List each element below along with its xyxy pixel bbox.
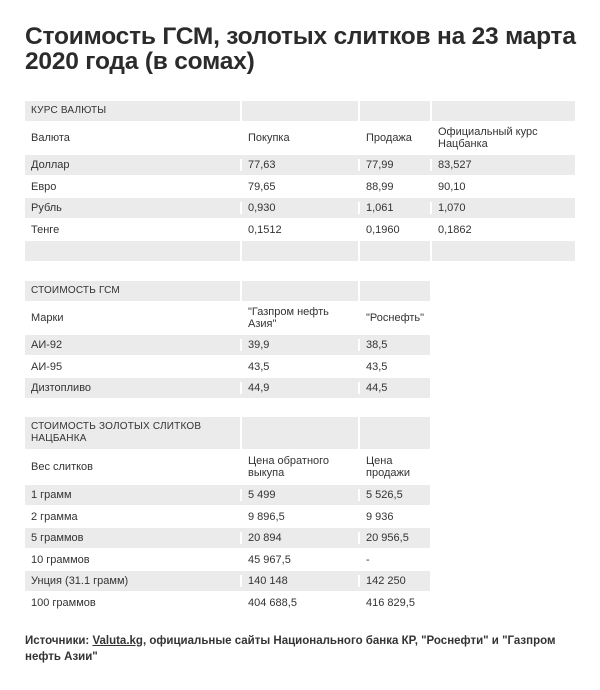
table-row: [25, 334, 430, 355]
table-cell: Дизтопливо: [31, 382, 92, 394]
column-header: Цена обратного выкупа: [240, 455, 358, 479]
table-row: [25, 548, 430, 570]
column-header: Продажа: [358, 132, 430, 144]
table-cell: 90,10: [430, 181, 575, 193]
table-row: [25, 218, 575, 240]
table-cell: 9 896,5: [240, 511, 358, 523]
table-cell: 20 956,5: [358, 532, 430, 544]
section-label: СТОИМОСТЬ ГСМ: [31, 285, 120, 296]
table-cell: 83,527: [430, 159, 575, 171]
table-row: [25, 154, 575, 175]
fuel-header-row: [25, 301, 575, 334]
table-cell: 45 967,5: [240, 554, 358, 566]
column-header: Официальный курс Нацбанка: [430, 126, 575, 150]
table-cell: 38,5: [358, 339, 430, 351]
table-row: [25, 527, 430, 548]
table-row-empty: [25, 240, 575, 261]
table-cell: 5 граммов: [31, 532, 84, 544]
table-cell: 142 250: [358, 575, 430, 587]
source-link[interactable]: Valuta.kg: [92, 635, 143, 647]
sources-note: [25, 633, 570, 665]
column-header: Марки: [31, 312, 64, 324]
column-header: "Газпром нефть Азия": [240, 306, 358, 330]
fuel-section-header: [25, 280, 575, 301]
gold-section-header: [25, 416, 430, 449]
table-row: [25, 355, 430, 377]
table-cell: 43,5: [240, 361, 358, 373]
sources-prefix: Источники:: [25, 635, 93, 647]
table-cell: 100 граммов: [31, 596, 96, 609]
table-cell: 43,5: [358, 361, 430, 373]
table-row: [25, 591, 430, 613]
gold-table: [25, 416, 575, 613]
column-header: Валюта: [31, 132, 70, 144]
table-cell: 77,99: [358, 159, 430, 171]
currency-section-header: [25, 100, 575, 121]
column-header: Вес слитков: [31, 461, 94, 473]
gold-header-row: [25, 449, 430, 484]
table-cell: 0,1512: [240, 224, 358, 236]
table-cell: 20 894: [240, 532, 358, 544]
table-row: [25, 377, 430, 398]
table-cell: Евро: [31, 180, 57, 193]
table-row: [25, 175, 575, 197]
table-cell: 39,9: [240, 339, 358, 351]
currency-table: [25, 100, 575, 261]
table-cell: 9 936: [358, 511, 430, 523]
column-header: Покупка: [240, 132, 358, 144]
table-cell: 79,65: [240, 181, 358, 193]
table-cell: 88,99: [358, 181, 430, 193]
table-row: [25, 505, 430, 527]
table-cell: -: [358, 554, 430, 566]
table-cell: 0,930: [240, 202, 358, 214]
table-cell: Доллар: [31, 159, 70, 171]
table-row: [25, 197, 575, 218]
table-cell: 0,1960: [358, 224, 430, 236]
table-cell: 404 688,5: [240, 597, 358, 609]
table-row: [25, 484, 430, 505]
table-cell: 10 граммов: [31, 553, 90, 566]
table-cell: 77,63: [240, 159, 358, 171]
table-cell: 1,070: [430, 202, 575, 214]
table-row: [25, 570, 430, 591]
table-cell: 44,5: [358, 382, 430, 394]
table-cell: 140 148: [240, 575, 358, 587]
column-header: Цена продажи: [358, 455, 430, 479]
section-label: КУРС ВАЛЮТЫ: [31, 105, 107, 116]
table-cell: 44,9: [240, 382, 358, 394]
table-cell: 1 грамм: [31, 489, 72, 501]
table-cell: АИ-92: [31, 339, 63, 351]
table-cell: Тенге: [31, 223, 60, 236]
page-title: Стоимость ГСМ, золотых слитков на 23 марта 2020 года (в сомах): [25, 23, 576, 75]
table-cell: АИ-95: [31, 360, 63, 373]
fuel-table: [25, 280, 575, 398]
table-cell: 5 499: [240, 489, 358, 501]
currency-header-row: [25, 121, 575, 154]
table-cell: Унция (31.1 грамм): [31, 575, 129, 587]
table-cell: 1,061: [358, 202, 430, 214]
table-cell: 2 грамма: [31, 510, 78, 523]
sources-rest: , официальные сайты Национального банка КР, "Роснефти" и "Газпром нефть Азии": [25, 635, 556, 663]
column-header: "Роснефть": [358, 312, 430, 324]
table-cell: Рубль: [31, 202, 62, 214]
table-cell: 416 829,5: [358, 597, 430, 609]
table-cell: 5 526,5: [358, 489, 430, 501]
section-label: СТОИМОСТЬ ЗОЛОТЫХ СЛИТКОВ НАЦБАНКА: [31, 421, 202, 444]
table-cell: 0,1862: [430, 224, 575, 236]
